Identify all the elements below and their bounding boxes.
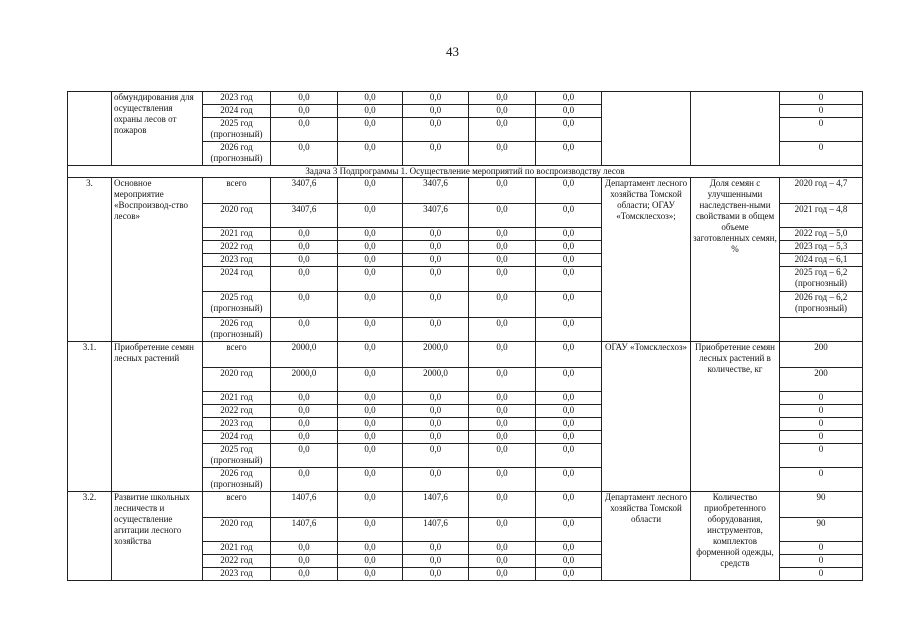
amount-cell: 0,0 — [469, 92, 536, 105]
row-number-cell: 3.1. — [68, 342, 112, 492]
amount-cell: 0,0 — [338, 431, 403, 444]
amount-cell: 0,0 — [469, 105, 536, 118]
amount-cell: 0,0 — [338, 318, 403, 342]
year-cell: 2025 год (прогнозный) — [203, 444, 271, 468]
indicator-value-cell: 0 — [780, 555, 863, 568]
row-number-cell — [68, 92, 112, 166]
amount-cell: 0,0 — [338, 254, 403, 267]
amount-cell: 0,0 — [271, 468, 338, 492]
amount-cell: 0,0 — [338, 92, 403, 105]
indicator-name-cell: Приобретение семян лесных растений в количестве, кг — [691, 342, 780, 492]
year-cell: 2020 год — [203, 368, 271, 392]
amount-cell: 0,0 — [536, 105, 602, 118]
activity-name-cell: обмундирования для осуществления охраны лесов от пожаров — [112, 92, 203, 166]
year-cell: 2024 год — [203, 105, 271, 118]
indicator-value-cell: 2022 год – 5,0 — [780, 228, 863, 241]
amount-cell: 0,0 — [338, 392, 403, 405]
amount-cell: 0,0 — [536, 368, 602, 392]
amount-cell: 0,0 — [403, 555, 469, 568]
amount-cell: 0,0 — [536, 92, 602, 105]
indicator-value-cell: 2024 год – 6,1 — [780, 254, 863, 267]
indicator-value-cell: 90 — [780, 518, 863, 542]
amount-cell: 0,0 — [469, 392, 536, 405]
amount-cell: 0,0 — [403, 568, 469, 581]
amount-cell: 0,0 — [271, 118, 338, 142]
amount-cell: 0,0 — [536, 405, 602, 418]
amount-cell: 0,0 — [469, 228, 536, 241]
amount-cell: 0,0 — [536, 254, 602, 267]
indicator-value-cell: 0 — [780, 92, 863, 105]
amount-cell: 0,0 — [271, 292, 338, 318]
year-cell: 2022 год — [203, 241, 271, 254]
year-cell: 2025 год (прогнозный) — [203, 292, 271, 318]
amount-cell: 1407,6 — [271, 518, 338, 542]
indicator-value-cell: 2020 год – 4,7 — [780, 178, 863, 204]
amount-cell: 0,0 — [403, 405, 469, 418]
amount-cell: 0,0 — [469, 518, 536, 542]
indicator-name-cell — [691, 92, 780, 166]
year-cell: 2023 год — [203, 568, 271, 581]
activity-name-cell: Приобретение семян лесных растений — [112, 342, 203, 492]
year-cell: всего — [203, 342, 271, 368]
amount-cell: 0,0 — [338, 468, 403, 492]
amount-cell: 0,0 — [469, 368, 536, 392]
amount-cell: 0,0 — [469, 431, 536, 444]
indicator-value-cell: 0 — [780, 444, 863, 468]
amount-cell: 0,0 — [536, 444, 602, 468]
year-cell: 2023 год — [203, 254, 271, 267]
indicator-value-cell: 2025 год – 6,2 (прогнозный) — [780, 267, 863, 292]
page-number: 43 — [446, 44, 459, 59]
amount-cell: 0,0 — [403, 118, 469, 142]
amount-cell: 0,0 — [403, 142, 469, 166]
amount-cell: 0,0 — [469, 241, 536, 254]
amount-cell: 0,0 — [536, 318, 602, 342]
executor-cell — [602, 92, 691, 166]
indicator-value-cell: 2026 год – 6,2 (прогнозный) — [780, 292, 863, 318]
amount-cell: 0,0 — [271, 418, 338, 431]
amount-cell: 0,0 — [403, 392, 469, 405]
year-cell: 2021 год — [203, 542, 271, 555]
amount-cell: 3407,6 — [271, 178, 338, 204]
indicator-value-cell: 0 — [780, 392, 863, 405]
amount-cell: 0,0 — [271, 92, 338, 105]
amount-cell: 0,0 — [403, 241, 469, 254]
indicator-value-cell: 0 — [780, 468, 863, 492]
amount-cell: 0,0 — [271, 318, 338, 342]
amount-cell: 0,0 — [271, 392, 338, 405]
amount-cell: 0,0 — [469, 292, 536, 318]
year-cell: 2023 год — [203, 92, 271, 105]
indicator-value-cell: 2021 год – 4,8 — [780, 204, 863, 228]
amount-cell: 0,0 — [536, 228, 602, 241]
amount-cell: 0,0 — [403, 418, 469, 431]
indicator-value-cell: 90 — [780, 492, 863, 518]
amount-cell: 0,0 — [403, 542, 469, 555]
year-cell: 2024 год — [203, 431, 271, 444]
year-cell: 2021 год — [203, 228, 271, 241]
amount-cell: 0,0 — [338, 118, 403, 142]
amount-cell: 0,0 — [271, 555, 338, 568]
amount-cell: 0,0 — [536, 204, 602, 228]
year-cell: 2026 год (прогнозный) — [203, 142, 271, 166]
amount-cell: 0,0 — [536, 178, 602, 204]
executor-cell: Департамент лесного хозяйства Томской области; ОГАУ «Томсклесхоз»; — [602, 178, 691, 342]
amount-cell: 0,0 — [536, 342, 602, 368]
amount-cell: 0,0 — [469, 444, 536, 468]
indicator-value-cell: 0 — [780, 542, 863, 555]
activity-name-cell: Развитие школьных лесничеств и осуществление агитации лесного хозяйства — [112, 492, 203, 581]
amount-cell: 2000,0 — [271, 368, 338, 392]
amount-cell: 0,0 — [338, 228, 403, 241]
amount-cell: 0,0 — [536, 492, 602, 518]
indicator-value-cell: 200 — [780, 342, 863, 368]
indicator-value-cell: 0 — [780, 105, 863, 118]
amount-cell: 0,0 — [469, 405, 536, 418]
amount-cell: 0,0 — [338, 444, 403, 468]
amount-cell: 0,0 — [469, 555, 536, 568]
amount-cell: 0,0 — [469, 318, 536, 342]
amount-cell: 0,0 — [338, 568, 403, 581]
amount-cell: 0,0 — [536, 118, 602, 142]
year-cell: 2026 год (прогнозный) — [203, 468, 271, 492]
amount-cell: 0,0 — [403, 105, 469, 118]
year-cell: 2024 год — [203, 267, 271, 292]
amount-cell: 0,0 — [271, 568, 338, 581]
amount-cell: 0,0 — [338, 204, 403, 228]
amount-cell: 0,0 — [271, 405, 338, 418]
amount-cell: 0,0 — [338, 518, 403, 542]
amount-cell: 0,0 — [469, 118, 536, 142]
indicator-value-cell: 200 — [780, 368, 863, 392]
amount-cell: 3407,6 — [271, 204, 338, 228]
amount-cell: 0,0 — [338, 342, 403, 368]
amount-cell: 0,0 — [536, 418, 602, 431]
year-cell: 2025 год (прогнозный) — [203, 118, 271, 142]
indicator-value-cell: 0 — [780, 568, 863, 581]
amount-cell: 0,0 — [536, 267, 602, 292]
indicator-name-cell: Доля семян с улучшенными наследствен-ными свойствами в общем объеме заготовленных семян, % — [691, 178, 780, 342]
indicator-value-cell — [780, 318, 863, 342]
amount-cell: 0,0 — [338, 267, 403, 292]
amount-cell: 0,0 — [338, 492, 403, 518]
indicator-value-cell: 0 — [780, 418, 863, 431]
amount-cell: 0,0 — [338, 555, 403, 568]
amount-cell: 0,0 — [469, 342, 536, 368]
amount-cell: 0,0 — [469, 542, 536, 555]
amount-cell: 3407,6 — [403, 178, 469, 204]
row-number-cell: 3. — [68, 178, 112, 342]
amount-cell: 0,0 — [469, 254, 536, 267]
amount-cell: 0,0 — [338, 142, 403, 166]
amount-cell: 0,0 — [403, 468, 469, 492]
amount-cell: 0,0 — [536, 392, 602, 405]
amount-cell: 0,0 — [271, 254, 338, 267]
table-row — [68, 342, 863, 368]
amount-cell: 0,0 — [536, 518, 602, 542]
amount-cell: 0,0 — [271, 542, 338, 555]
amount-cell: 0,0 — [271, 142, 338, 166]
amount-cell: 0,0 — [536, 555, 602, 568]
amount-cell: 0,0 — [536, 292, 602, 318]
amount-cell: 2000,0 — [271, 342, 338, 368]
task-caption-row — [68, 166, 863, 178]
table-row — [68, 92, 863, 105]
amount-cell: 0,0 — [536, 468, 602, 492]
program-table — [67, 91, 863, 581]
amount-cell: 0,0 — [403, 228, 469, 241]
amount-cell: 0,0 — [536, 241, 602, 254]
amount-cell: 0,0 — [403, 267, 469, 292]
task-caption: Задача 3 Подпрограммы 1. Осуществление мероприятий по воспроизводству лесов — [68, 166, 863, 178]
amount-cell: 0,0 — [338, 368, 403, 392]
year-cell: 2023 год — [203, 418, 271, 431]
amount-cell: 0,0 — [536, 431, 602, 444]
year-cell: 2020 год — [203, 204, 271, 228]
amount-cell: 0,0 — [338, 292, 403, 318]
amount-cell: 2000,0 — [403, 368, 469, 392]
indicator-value-cell: 0 — [780, 431, 863, 444]
amount-cell: 0,0 — [271, 444, 338, 468]
executor-cell: Департамент лесного хозяйства Томской области — [602, 492, 691, 581]
amount-cell: 0,0 — [338, 542, 403, 555]
amount-cell: 0,0 — [338, 418, 403, 431]
year-cell: всего — [203, 492, 271, 518]
amount-cell: 0,0 — [469, 568, 536, 581]
year-cell: 2022 год — [203, 555, 271, 568]
table-row — [68, 492, 863, 518]
amount-cell: 0,0 — [469, 142, 536, 166]
year-cell: 2022 год — [203, 405, 271, 418]
amount-cell: 0,0 — [469, 204, 536, 228]
amount-cell: 1407,6 — [403, 492, 469, 518]
amount-cell: 0,0 — [403, 292, 469, 318]
amount-cell: 0,0 — [469, 178, 536, 204]
amount-cell: 1407,6 — [403, 518, 469, 542]
year-cell: 2026 год (прогнозный) — [203, 318, 271, 342]
amount-cell: 0,0 — [536, 142, 602, 166]
amount-cell: 0,0 — [536, 542, 602, 555]
year-cell: 2020 год — [203, 518, 271, 542]
amount-cell: 0,0 — [338, 178, 403, 204]
amount-cell: 0,0 — [403, 431, 469, 444]
amount-cell: 0,0 — [338, 241, 403, 254]
executor-cell: ОГАУ «Томсклесхоз» — [602, 342, 691, 492]
amount-cell: 0,0 — [469, 492, 536, 518]
amount-cell: 0,0 — [469, 267, 536, 292]
amount-cell: 0,0 — [403, 92, 469, 105]
amount-cell: 0,0 — [271, 431, 338, 444]
table-row — [68, 178, 863, 204]
activity-name-cell: Основное мероприятие «Воспроизвод-ство лесов» — [112, 178, 203, 342]
indicator-name-cell: Количество приобретенного оборудования, инструментов, комплектов форменной одежды, средств — [691, 492, 780, 581]
amount-cell: 0,0 — [536, 568, 602, 581]
amount-cell: 0,0 — [403, 254, 469, 267]
amount-cell: 0,0 — [469, 468, 536, 492]
indicator-value-cell: 2023 год – 5,3 — [780, 241, 863, 254]
amount-cell: 0,0 — [403, 444, 469, 468]
amount-cell: 0,0 — [338, 405, 403, 418]
year-cell: всего — [203, 178, 271, 204]
indicator-value-cell: 0 — [780, 405, 863, 418]
amount-cell: 0,0 — [469, 418, 536, 431]
amount-cell: 3407,6 — [403, 204, 469, 228]
year-cell: 2021 год — [203, 392, 271, 405]
amount-cell: 0,0 — [271, 228, 338, 241]
indicator-value-cell: 0 — [780, 118, 863, 142]
amount-cell: 2000,0 — [403, 342, 469, 368]
amount-cell: 0,0 — [271, 241, 338, 254]
amount-cell: 0,0 — [403, 318, 469, 342]
amount-cell: 1407,6 — [271, 492, 338, 518]
indicator-value-cell: 0 — [780, 142, 863, 166]
amount-cell: 0,0 — [271, 105, 338, 118]
amount-cell: 0,0 — [338, 105, 403, 118]
row-number-cell: 3.2. — [68, 492, 112, 581]
amount-cell: 0,0 — [271, 267, 338, 292]
